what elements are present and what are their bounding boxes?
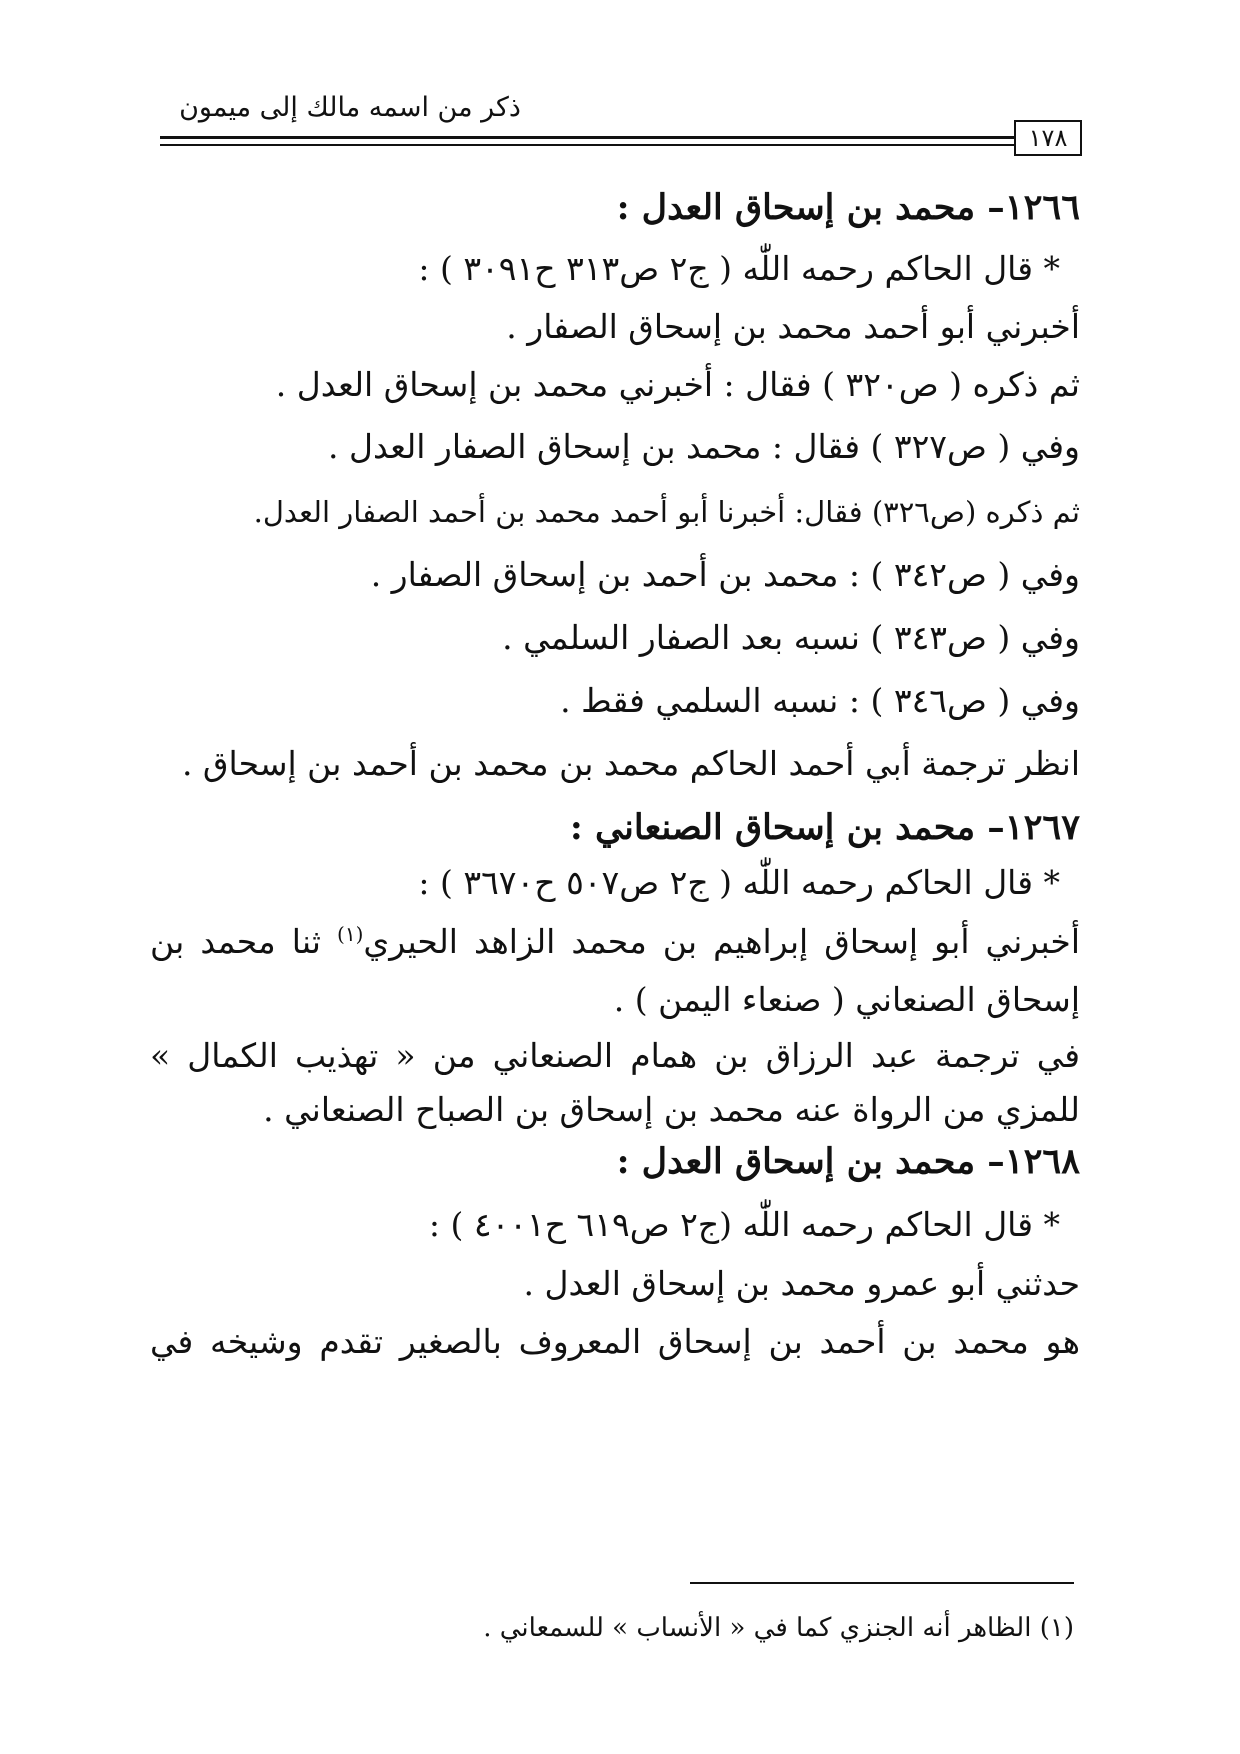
text-line: إسحاق الصنعاني ( صنعاء اليمن ) . [613,980,1080,1019]
header-rule-thick [160,136,1054,139]
footnote-reference: (١) [337,922,364,946]
text-line: ثم ذكره ( ص٣٢٠ ) فقال : أخبرني محمد بن إسحاق العدل . [275,365,1080,404]
entry-heading-1266: ١٢٦٦– محمد بن إسحاق العدل : [616,187,1080,228]
text-line: في ترجمة عبد الرزاق بن همام الصنعاني من « تهذيب الكمال » [150,1036,1080,1075]
text-segment: ثنا محمد بن [150,922,338,961]
entry-heading-1267: ١٢٦٧– محمد بن إسحاق الصنعاني : [569,807,1080,848]
text-line: * قال الحاكم رحمه اللّٰه ( ج٢ ص٥٠٧ ح٣٦٧٠ ) : [418,863,1060,902]
text-line: * قال الحاكم رحمه اللّٰه ( ج٢ ص٣١٣ ح٣٠٩١ ) : [418,249,1060,288]
text-line: ثم ذكره (ص٣٢٦) فقال: أخبرنا أبو أحمد محمد بن أحمد الصفار العدل. [253,495,1080,529]
text-segment: أخبرني أبو إسحاق إبراهيم بن محمد الزاهد الحيري [363,922,1080,961]
text-line: وفي ( ص٣٤٢ ) : محمد بن أحمد بن إسحاق الصفار . [370,555,1080,594]
text-line: حدثني أبو عمرو محمد بن إسحاق العدل . [523,1264,1080,1303]
text-line: وفي ( ص٣٢٧ ) فقال : محمد بن إسحاق الصفار العدل . [328,427,1080,466]
running-title: ذكر من اسمه مالك إلى ميمون [179,92,521,123]
header-rule-thin [160,144,1054,146]
text-line: أخبرني أبو أحمد محمد بن إسحاق الصفار . [506,307,1080,346]
footnote-rule [690,1582,1074,1584]
text-line: * قال الحاكم رحمه اللّٰه (ج٢ ص٦١٩ ح٤٠٠١ ) : [428,1205,1060,1244]
text-line [150,920,1080,964]
entry-heading-1268: ١٢٦٨– محمد بن إسحاق العدل : [616,1141,1080,1182]
page-number: ١٧٨ [1014,120,1082,156]
footnote: (١) الظاهر أنه الجنزي كما في « الأنساب » للسمعاني . [483,1613,1074,1643]
text-line: للمزي من الرواة عنه محمد بن إسحاق بن الصباح الصنعاني . [263,1090,1080,1129]
text-line: هو محمد بن أحمد بن إسحاق المعروف بالصغير تقدم وشيخه في [150,1322,1080,1361]
text-line: انظر ترجمة أبي أحمد الحاكم محمد بن محمد بن أحمد بن إسحاق . [181,744,1080,783]
text-line: وفي ( ص٣٤٣ ) نسبه بعد الصفار السلمي . [502,618,1080,657]
text-line: وفي ( ص٣٤٦ ) : نسبه السلمي فقط . [560,681,1080,720]
